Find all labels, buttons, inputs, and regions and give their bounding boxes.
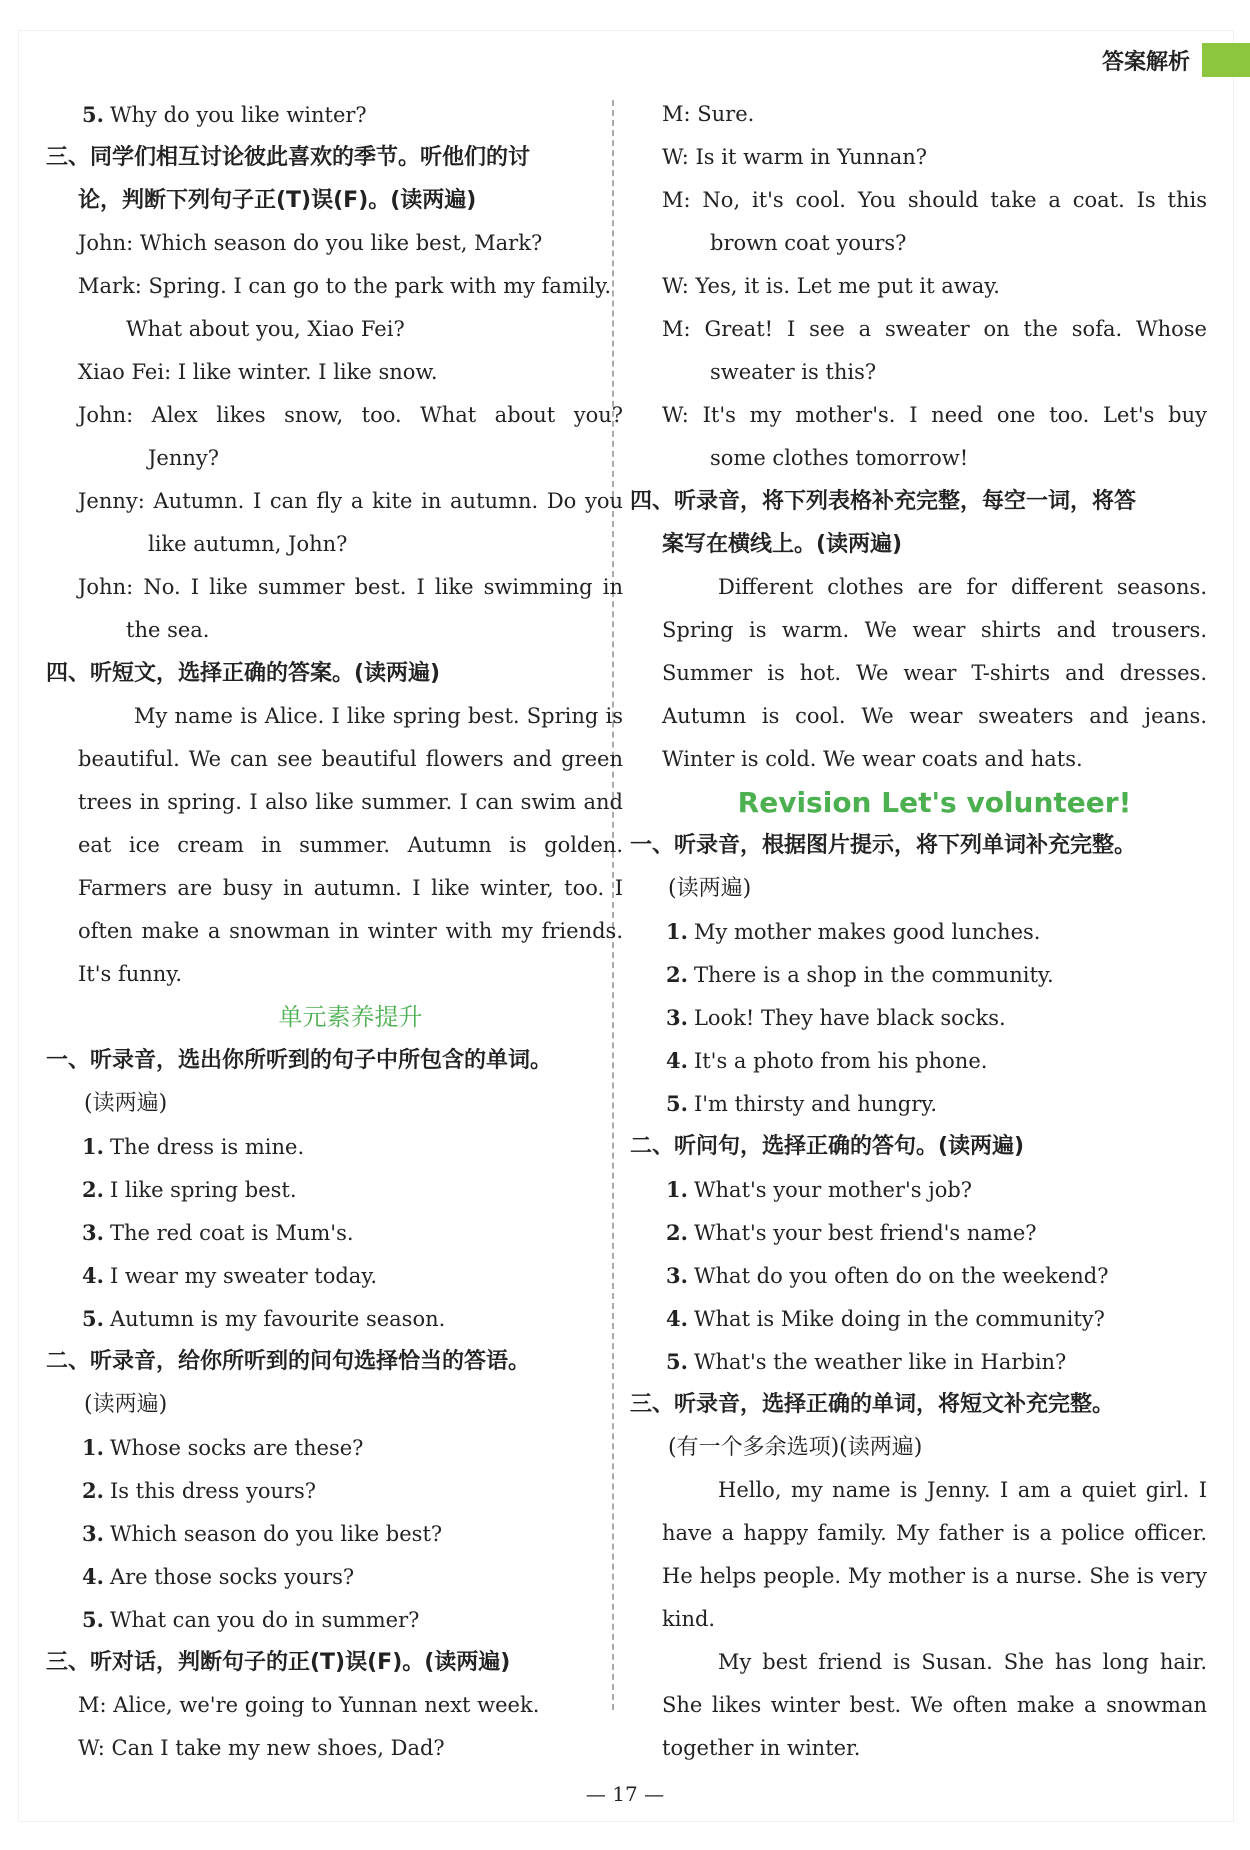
question-line: 5. I'm thirsty and hungry. bbox=[666, 1091, 938, 1116]
passage-line: She likes winter best. We often make a snowman bbox=[662, 1693, 1207, 1717]
passage-line: beautiful. We can see beautiful flowers and green bbox=[78, 747, 623, 771]
question-line: 4. I wear my sweater today. bbox=[82, 1263, 378, 1288]
question-line: 3. What do you often do on the weekend? bbox=[666, 1263, 1109, 1288]
passage-line: together in winter. bbox=[662, 1736, 861, 1760]
question-line: 3. The red coat is Mum's. bbox=[82, 1220, 354, 1245]
question-line: 1. Whose socks are these? bbox=[82, 1435, 364, 1460]
dialogue-line: W: It's my mother's. I need one too. Let's buy bbox=[662, 403, 1207, 427]
dialogue-line: like autumn, John? bbox=[148, 532, 348, 556]
left-column bbox=[46, 93, 623, 1770]
question-line: 5. Autumn is my favourite season. bbox=[82, 1306, 446, 1331]
section-heading: 三、同学们相互讨论彼此喜欢的季节。听他们的讨 bbox=[46, 145, 531, 170]
passage-line: Winter is cold. We wear coats and hats. bbox=[662, 747, 1083, 771]
dialogue-line: W: Is it warm in Yunnan? bbox=[662, 145, 928, 169]
section-heading: 一、听录音，根据图片提示，将下列单词补充完整。 bbox=[630, 833, 1137, 858]
passage-line: Different clothes are for different seasons. bbox=[718, 575, 1207, 599]
dialogue-line: John: Which season do you like best, Mark? bbox=[78, 231, 543, 255]
passage-line: He helps people. My mother is a nurse. She is very bbox=[662, 1564, 1207, 1588]
dialogue-line: Xiao Fei: I like winter. I like snow. bbox=[78, 360, 438, 384]
question-line: 5. What can you do in summer? bbox=[82, 1607, 420, 1632]
dialogue-line: What about you, Xiao Fei? bbox=[126, 317, 405, 341]
question-line: 1. What's your mother's job? bbox=[666, 1177, 973, 1202]
passage-line: kind. bbox=[662, 1607, 716, 1631]
question-line: 2. Is this dress yours? bbox=[82, 1478, 317, 1503]
passage-line: often make a snowman in winter with my friends. bbox=[78, 919, 623, 943]
dialogue-line: M: No, it's cool. You should take a coat. Is this bbox=[662, 188, 1207, 212]
section-heading-sub: (读两遍) bbox=[668, 876, 752, 901]
question-line: 5. Why do you like winter? bbox=[82, 102, 367, 127]
dialogue-line: the sea. bbox=[126, 618, 210, 642]
dialogue-line: sweater is this? bbox=[710, 360, 877, 384]
passage-line: trees in spring. I also like summer. I can swim and bbox=[78, 790, 623, 814]
question-line: 2. There is a shop in the community. bbox=[666, 962, 1054, 987]
page-header bbox=[1102, 40, 1250, 80]
section-heading-sub: (有一个多余选项)(读两遍) bbox=[668, 1435, 923, 1460]
dialogue-line: brown coat yours? bbox=[710, 231, 907, 255]
section-heading: 三、听对话，判断句子的正(T)误(F)。(读两遍) bbox=[46, 1650, 511, 1675]
passage-line: It's funny. bbox=[78, 962, 183, 986]
question-line: 4. It's a photo from his phone. bbox=[666, 1048, 988, 1073]
passage-line: My best friend is Susan. She has long hair. bbox=[718, 1650, 1207, 1674]
dialogue-line: Jenny: Autumn. I can fly a kite in autumn. Do you bbox=[78, 489, 623, 513]
section-heading: 二、听录音，给你所听到的问句选择恰当的答语。 bbox=[46, 1349, 531, 1374]
section-heading: 二、听问句，选择正确的答句。(读两遍) bbox=[630, 1134, 1025, 1159]
passage-line: Spring is warm. We wear shirts and trousers. bbox=[662, 618, 1207, 642]
passage-line: My name is Alice. I like spring best. Spring is bbox=[134, 704, 623, 728]
question-line: 4. What is Mike doing in the community? bbox=[666, 1306, 1105, 1331]
question-line: 1. My mother makes good lunches. bbox=[666, 919, 1041, 944]
passage-line: have a happy family. My father is a police officer. bbox=[662, 1521, 1207, 1545]
section-heading-sub: (读两遍) bbox=[84, 1392, 168, 1417]
question-line: 3. Which season do you like best? bbox=[82, 1521, 443, 1546]
passage-line: Autumn is cool. We wear sweaters and jeans. bbox=[662, 704, 1207, 728]
unit-section-title: 单元素养提升 bbox=[278, 1003, 423, 1031]
dialogue-line: W: Can I take my new shoes, Dad? bbox=[78, 1736, 445, 1760]
dialogue-line: John: Alex likes snow, too. What about you? bbox=[78, 403, 623, 427]
passage-line: Farmers are busy in autumn. I like winter, too. I bbox=[78, 876, 623, 900]
section-heading-sub: (读两遍) bbox=[84, 1091, 168, 1116]
passage-line: eat ice cream in summer. Autumn is golden. bbox=[78, 833, 623, 857]
question-line: 4. Are those socks yours? bbox=[82, 1564, 355, 1589]
dialogue-line: M: Great! I see a sweater on the sofa. Whose bbox=[662, 317, 1207, 341]
dialogue-line: Jenny? bbox=[148, 446, 220, 470]
header-title: 答案解析 bbox=[1101, 49, 1190, 75]
dialogue-line: M: Alice, we're going to Yunnan next week. bbox=[78, 1693, 540, 1717]
question-line: 3. Look! They have black socks. bbox=[666, 1005, 1006, 1030]
dialogue-line: Mark: Spring. I can go to the park with my family. bbox=[78, 274, 612, 298]
section-heading: 一、听录音，选出你所听到的句子中所包含的单词。 bbox=[46, 1048, 553, 1073]
question-line: 2. I like spring best. bbox=[82, 1177, 297, 1202]
passage-line: Hello, my name is Jenny. I am a quiet girl. I bbox=[718, 1478, 1207, 1502]
dialogue-line: John: No. I like summer best. I like swimming in bbox=[78, 575, 623, 599]
passage-line: Summer is hot. We wear T-shirts and dresses. bbox=[662, 661, 1207, 685]
section-heading-cont: 案写在横线上。(读两遍) bbox=[662, 532, 903, 557]
revision-section-title: Revision Let's volunteer! bbox=[737, 786, 1132, 819]
question-line: 2. What's your best friend's name? bbox=[666, 1220, 1037, 1245]
question-line: 5. What's the weather like in Harbin? bbox=[666, 1349, 1067, 1374]
right-column bbox=[630, 93, 1207, 1770]
dialogue-line: M: Sure. bbox=[662, 102, 755, 126]
question-line: 1. The dress is mine. bbox=[82, 1134, 305, 1159]
dialogue-line: W: Yes, it is. Let me put it away. bbox=[662, 274, 1000, 298]
page-number: — 17 — bbox=[585, 1782, 665, 1806]
header-accent-bar bbox=[1202, 43, 1250, 77]
dialogue-line: some clothes tomorrow! bbox=[710, 446, 969, 470]
section-heading: 四、听录音，将下列表格补充完整，每空一词，将答 bbox=[630, 489, 1137, 514]
section-heading: 四、听短文，选择正确的答案。(读两遍) bbox=[46, 661, 441, 686]
section-heading-cont: 论，判断下列句子正(T)误(F)。(读两遍) bbox=[78, 188, 477, 213]
section-heading: 三、听录音，选择正确的单词，将短文补充完整。 bbox=[630, 1392, 1115, 1417]
